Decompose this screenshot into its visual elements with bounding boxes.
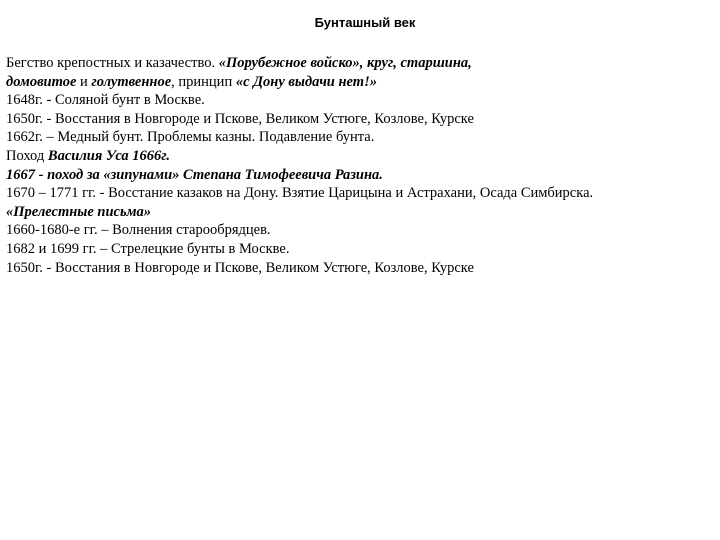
emphasis-text: 1667 - поход за «зипунами» Степана Тимофеевича Разина. xyxy=(6,166,383,183)
plain-text: 1650г. - Восстания в Новгороде и Пскове, Великом Устюге, Козлове, Курске xyxy=(6,259,474,276)
plain-text: 1650г. - Восстания в Новгороде и Пскове, Великом Устюге, Козлове, Курске xyxy=(6,110,474,127)
plain-text: , принцип xyxy=(171,73,236,90)
text-line xyxy=(6,73,711,92)
text-line xyxy=(6,221,711,240)
text-line xyxy=(6,166,711,185)
text-line xyxy=(6,128,711,147)
plain-text: 1660-1680-е гг. – Волнения старообрядцев. xyxy=(6,222,271,239)
plain-text: и xyxy=(76,73,92,90)
emphasis-text: «Порубежное войско», круг, старшина, xyxy=(218,55,472,71)
emphasis-text: Василия Уса 1666г. xyxy=(47,147,171,164)
plain-text: 1648г. - Соляной бунт в Москве. xyxy=(6,92,205,109)
plain-text: 1682 и 1699 гг. – Стрелецкие бунты в Москве. xyxy=(6,240,290,257)
text-line xyxy=(6,259,711,278)
emphasis-text: домовитое xyxy=(6,73,77,90)
plain-text: 1670 – 1771 гг. - Восстание казаков на Дону. Взятие Царицына и Астрахани, Осада Симбирска. xyxy=(6,185,594,202)
text-line xyxy=(6,240,711,259)
emphasis-text: «с Дону выдачи нет!» xyxy=(235,73,377,90)
text-line xyxy=(6,203,711,222)
body-text xyxy=(6,54,711,277)
page-title: Бунташный век xyxy=(314,15,416,30)
emphasis-text: «Прелестные письма» xyxy=(6,203,152,220)
text-line xyxy=(6,147,711,166)
text-line xyxy=(6,184,711,203)
text-line xyxy=(6,110,711,129)
plain-text: 1662г. – Медный бунт. Проблемы казны. Подавление бунта. xyxy=(6,129,375,146)
text-line xyxy=(6,54,711,73)
text-line xyxy=(6,91,711,110)
plain-text: Бегство крепостных и казачество. xyxy=(6,55,219,71)
plain-text: Поход xyxy=(6,147,48,164)
emphasis-text: голутвенное xyxy=(91,73,172,90)
